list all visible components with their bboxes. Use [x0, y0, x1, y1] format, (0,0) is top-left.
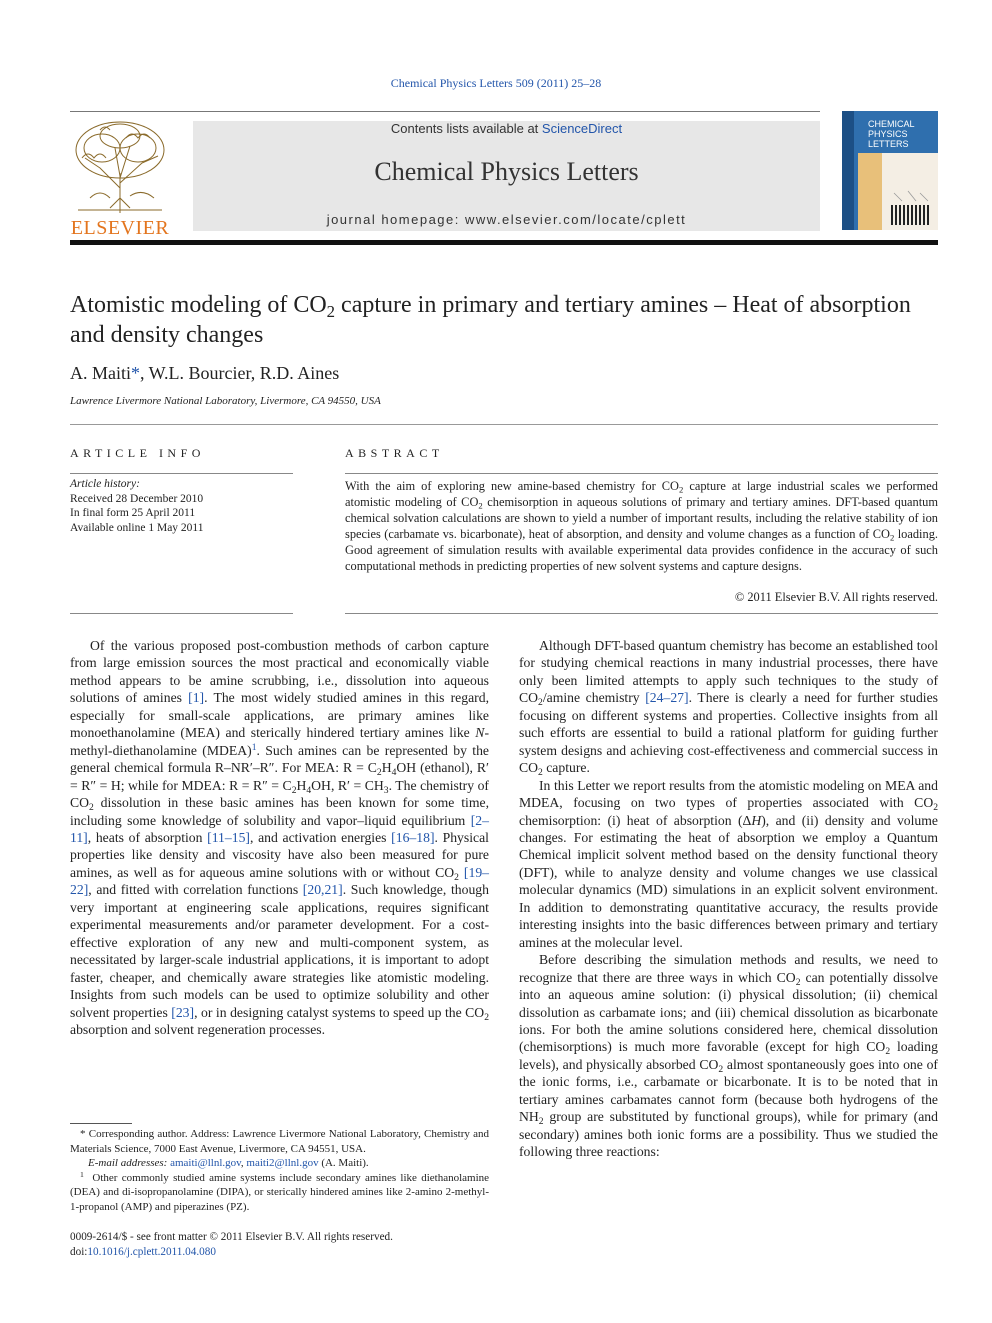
cover-title: CHEMICAL PHYSICS LETTERS: [868, 119, 915, 149]
reference-link[interactable]: [24–27]: [645, 690, 689, 706]
cover-panel: [858, 153, 938, 230]
sciencedirect-link[interactable]: ScienceDirect: [541, 121, 623, 136]
journal-banner: [193, 121, 820, 231]
journal-name: Chemical Physics Letters: [374, 157, 639, 186]
corresponding-footnote: * Corresponding author. Address: Lawrence Livermore National Laboratory, Chemistry and Materials Science, 7000 East Avenue, Livermore, CA 94551, USA.: [70, 1128, 489, 1155]
header-top-rule: [70, 111, 820, 112]
reference-link[interactable]: [11–15]: [207, 829, 250, 845]
paragraph: Of the various proposed post-combustion methods of carbon capture from large emission sources the most practical and economically viable method appears to be amine scrubbing, i.e., dissolution into aqueous solutions of amines [1]. The most widely studied amines in this regard, especially for small-scale applications, are primary amines like monoethanolamine (MEA) and sterically hindered tertiary amines like N-methyl-diethanolamine (MDEA)$^1$. Such amines can be represented by the general chemical formula R–NR′–R″. For MEA: $R = C_2H_4OH$ (ethanol), R′ = R″ = H; while for MDEA: $R = R'' = C_2H_4OH$, $R' = CH_3$. The chemistry of $CO_2$ dissolution in these basic amines has been known for some time, including some knowledge of solubility and vapor–liquid equilibrium [2–11], heats of absorption [11–15], and activation energies [16–18]. Physical properties like density and viscosity have also been measured for pure amines, as well as for aqueous amine solutions with or without $CO_2$ [19–22], and fitted with correlation functions [20,21]. Such knowledge, though very important at engineering scale applications, requires significant experimental measurements and/or parameter development. For a cost-effective exploration of any new and multi-component system, as necessitated by larger-scale industrial applications, it is important to adopt faster, cheaper, and chemically aware strategies like atomistic modeling. Insights from such models can be used to optimize solubility and other solvent properties [23], or in designing catalyst systems to speed up the $CO_2$ absorption and solvent regeneration processes.: [70, 638, 490, 1037]
author-list: A. Maiti*, W.L. Bourcier, R.D. Aines: [70, 363, 340, 383]
footnote-1: $^1$ Other commonly studied amine systems include secondary amines like diethanolamine (DEA) and di-isopropanolamine (DIPA), or sterically hindered amines like 2-amino 2-methyl-1-propanol (AMP) and piperazines (PZ).: [70, 1169, 490, 1213]
email-footnote: E-mail addresses: amaiti@llnl.gov, maiti2@llnl.gov (A. Maiti).: [88, 1157, 369, 1170]
history-label: Article history:: [70, 478, 140, 490]
doi-line: doi:10.1016/j.cplett.2011.04.080: [70, 1246, 216, 1258]
elsevier-logo[interactable]: [70, 118, 170, 239]
email-link[interactable]: maiti2@llnl.gov: [246, 1157, 319, 1170]
elsevier-wordmark: ELSEVIER: [70, 217, 170, 239]
reference-link[interactable]: [19–22]: [70, 864, 490, 898]
paragraph: Although DFT-based quantum chemistry has become an established tool for studying chemical reactions in many industrial processes, there have only been limited attempts to apply such techniques to the study of $CO_2$/amine chemistry [24–27]. There is clearly a need for further studies focusing on different systems and properties. Collective insights from all such efforts are essential to build a rational platform for guiding further system designs and achieving cost-effectiveness and commercial success in $CO_2$ capture.: [519, 638, 938, 779]
reference-link[interactable]: [16–18]: [391, 829, 435, 845]
footnote-rule: [70, 1123, 132, 1124]
journal-citation[interactable]: Chemical Physics Letters 509 (2011) 25–28: [390, 76, 602, 90]
abstract-copyright: © 2011 Elsevier B.V. All rights reserved.: [734, 590, 938, 604]
cover-graphic-icon: [858, 153, 938, 230]
abstract-bottom-rule: [345, 613, 938, 614]
author-name: A. Maiti: [70, 363, 131, 383]
paragraph: In this Letter we report results from the atomistic modeling on MEA and MDEA, focusing on two types of properties associated with $CO_2$ chemisorption: (i) heat of absorption (ΔH), and (ii) density and volume changes. For estimating the heat of absorption we employ a Quantum Chemical implicit solvent method based on the density functional theory (DFT), while to analyze density and volume changes we use classical molecular dynamics (MD) simulations in an explicit solvent environment. In addition to demonstrating quantitative accuracy, the results provide interesting insights into the basic differences between primary and tertiary amines at the molecular level.: [519, 777, 938, 950]
online-date: Available online 1 May 2011: [70, 521, 204, 534]
received-date: Received 28 December 2010: [70, 492, 204, 505]
body-column-left: [70, 637, 489, 1038]
body-column-right: [519, 637, 938, 1161]
page-footer: [70, 1230, 393, 1260]
corresponding-author-mark[interactable]: *: [131, 363, 140, 383]
cover-spine: [842, 111, 854, 230]
article-info-rule: [70, 473, 293, 474]
abstract-text: With the aim of exploring new amine-based chemistry for $CO_2$ capture at large industrial scales we performed atomistic modeling of $CO_2$ chemisorption in aqueous solutions of primary and tertiary amines. DFT-based quantum chemical solvation calculations are shown to yield a number of important results, including the relative stability of ion species (carbamate vs. bicarbonate), heat of absorption, and density and volume changes as a function of $CO_2$ loading. Good agreement of simulation results with available experimental data provides confidence in the accuracy of such computational methods in predicting properties of new solvent systems and capture designs.: [345, 479, 938, 573]
article-info-bottom-rule: [70, 613, 293, 614]
footnote-ref[interactable]: 1: [251, 741, 257, 753]
abstract-rule: [345, 473, 938, 474]
abstract-heading: ABSTRACT: [345, 446, 444, 460]
email-link[interactable]: amaiti@llnl.gov: [170, 1157, 241, 1170]
article-info-heading: ARTICLE INFO: [70, 446, 205, 460]
contents-line: Contents lists available at ScienceDirect: [390, 121, 623, 136]
reference-link[interactable]: [23]: [171, 1004, 195, 1020]
title-rule: [70, 424, 938, 425]
reference-link[interactable]: [2–11]: [70, 812, 489, 845]
article-history: [70, 477, 293, 535]
affiliation: Lawrence Livermore National Laboratory, Livermore, CA 94550, USA: [70, 395, 381, 407]
revised-date: In final form 25 April 2011: [70, 507, 196, 520]
doi-link[interactable]: 10.1016/j.cplett.2011.04.080: [87, 1246, 216, 1258]
article-title: Atomistic modeling of $CO_2$ capture in primary and tertiary amines – Heat of absorption and density changes: [70, 292, 911, 348]
elsevier-tree-icon: [70, 118, 170, 216]
reference-link[interactable]: [20,21]: [302, 882, 343, 898]
header-divider: [70, 240, 938, 245]
footnotes: [70, 1127, 489, 1215]
paragraph: Before describing the simulation methods and results, we need to recognize that there are three ways in which $CO_2$ can potentially dissolve into an aqueous amine solution: (i) physical dissolution; (ii) chemical dissolution as carbamate ions; and (iii) chemical dissolution as bicarbonate ions. For both the amine solutions considered here, chemical dissolution (chemisorptions) is much more favorable (except for high $CO_2$ loading levels), and physically absorbed $CO_2$ almost spontaneously goes into one of the ionic forms, i.e., carbamate or bicarbonate. It is to be noted that in tertiary amines carbamates cannot form (because both hydrogens of the $NH_2$ group are substituted by functional groups), while for primary (and secondary) amines both ionic forms are a possibility. Thus we studied the following three reactions:: [519, 952, 938, 1160]
front-matter-line: 0009-2614/$ - see front matter © 2011 Elsevier B.V. All rights reserved.: [70, 1231, 393, 1243]
journal-cover[interactable]: [842, 111, 938, 230]
journal-homepage: journal homepage: www.elsevier.com/locate/cplett: [326, 212, 687, 227]
reference-link[interactable]: [1]: [188, 690, 205, 706]
homepage-link[interactable]: www.elsevier.com/locate/cplett: [465, 212, 687, 227]
